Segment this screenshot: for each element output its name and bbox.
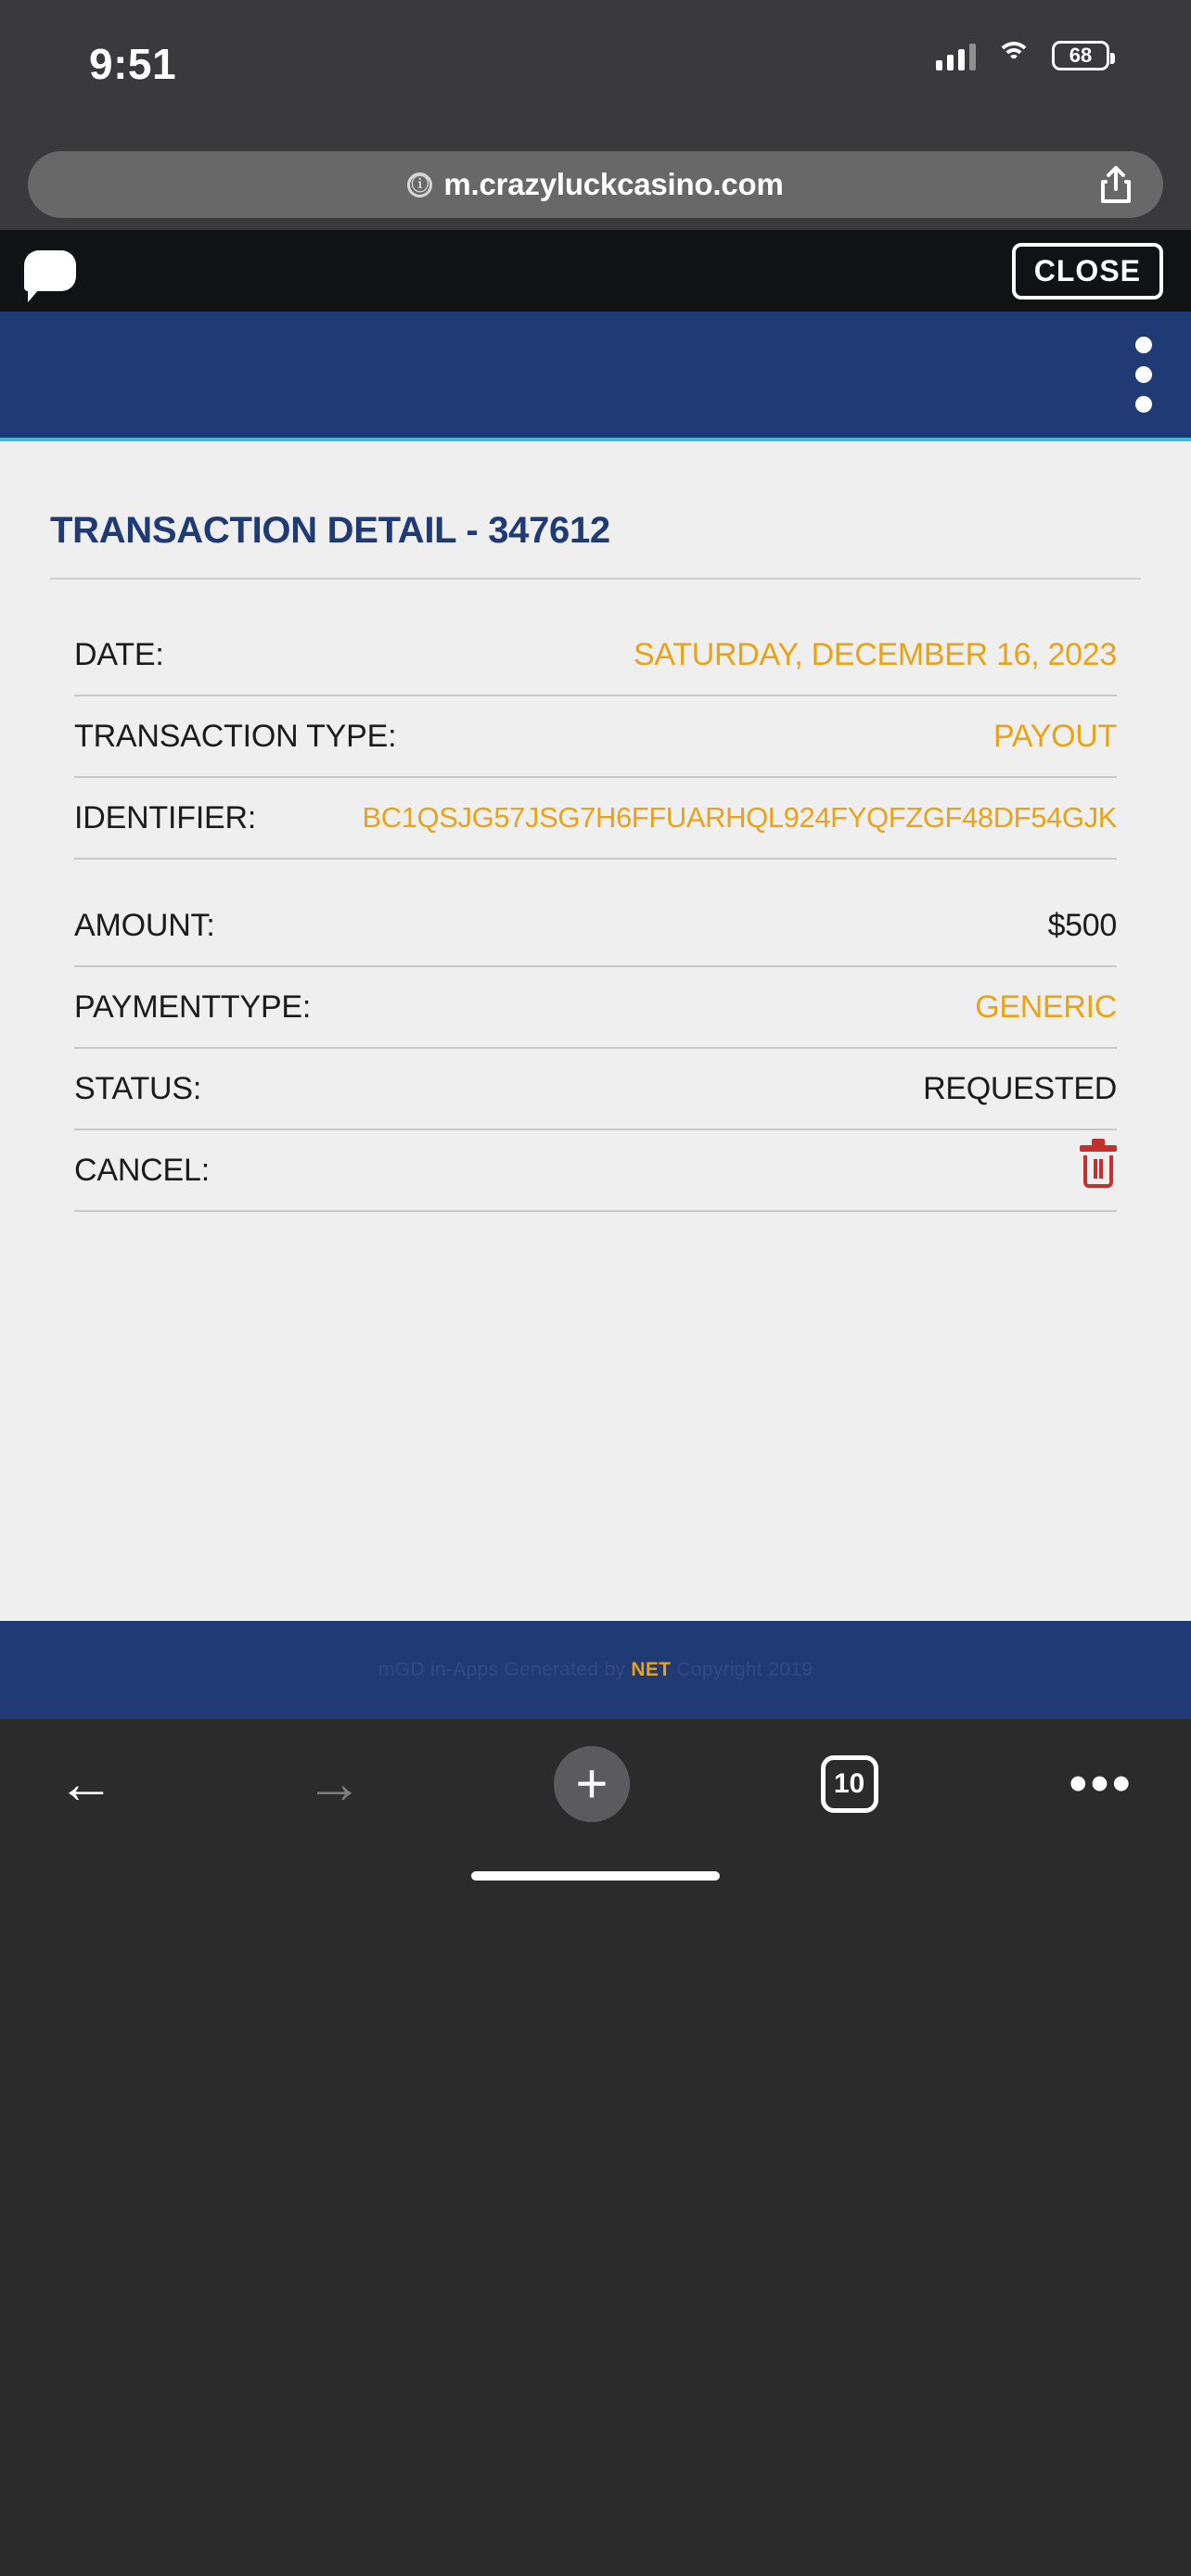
share-icon[interactable] xyxy=(1100,165,1132,204)
chat-bubble-icon[interactable] xyxy=(24,250,76,291)
browser-bottom-toolbar xyxy=(0,1719,1191,1849)
status-bar-clock: 9:51 xyxy=(89,40,177,88)
forward-arrow-icon[interactable]: → xyxy=(305,1752,364,1816)
home-indicator[interactable] xyxy=(471,1871,720,1881)
page-content xyxy=(0,441,1191,1621)
close-button[interactable]: CLOSE xyxy=(1012,243,1163,300)
plus-icon[interactable]: + xyxy=(554,1746,630,1822)
row-value: $500 xyxy=(1047,907,1117,943)
row-label: DATE: xyxy=(74,636,164,672)
footer-copyright xyxy=(378,1659,813,1681)
ios-status-bar xyxy=(0,0,1191,139)
aa-page-settings-icon[interactable]: ⓘ xyxy=(407,172,432,198)
row-label: IDENTIFIER: xyxy=(74,799,257,835)
row-label: CANCEL: xyxy=(74,1152,210,1188)
footer-brand: NET xyxy=(631,1659,672,1680)
site-header xyxy=(0,312,1191,441)
page-title: TRANSACTION DETAIL - 347612 xyxy=(50,441,1141,580)
table-row-amount xyxy=(74,886,1117,967)
row-value: REQUESTED xyxy=(923,1070,1117,1106)
kebab-menu-icon[interactable] xyxy=(1135,337,1152,413)
table-row-transaction-type xyxy=(74,696,1117,778)
status-bar-indicators xyxy=(936,41,1109,70)
table-row-payment-type xyxy=(74,967,1117,1049)
url-text: m.crazyluckcasino.com xyxy=(443,167,784,201)
row-value: BC1QSJG57JSG7H6FFUARHQL924FYQFZGF48DF54GJK xyxy=(362,801,1117,834)
site-footer xyxy=(0,1621,1191,1719)
table-row-cancel xyxy=(74,1130,1117,1212)
table-section-gap xyxy=(74,860,1117,886)
more-ellipsis-icon[interactable]: ••• xyxy=(1069,1753,1133,1815)
row-label: AMOUNT: xyxy=(74,907,215,943)
wifi-icon xyxy=(996,42,1031,70)
table-row-identifier xyxy=(74,778,1117,860)
footer-text-before: mGD in-Apps Generated by xyxy=(378,1659,632,1680)
table-row-status xyxy=(74,1049,1117,1130)
tabs-count-label: 10 xyxy=(833,1768,865,1799)
address-bar[interactable] xyxy=(28,151,1163,218)
cancel-cell[interactable] xyxy=(1080,1145,1117,1196)
battery-icon xyxy=(1052,41,1109,70)
row-value: PAYOUT xyxy=(993,718,1117,754)
trash-icon[interactable] xyxy=(1080,1145,1117,1188)
row-value: GENERIC xyxy=(975,988,1117,1025)
row-label: TRANSACTION TYPE: xyxy=(74,718,397,754)
back-arrow-icon[interactable]: ← xyxy=(58,1752,115,1816)
battery-level-label: 68 xyxy=(1069,44,1093,67)
transaction-detail-table xyxy=(50,615,1141,1212)
home-indicator-area xyxy=(0,1849,1191,1914)
table-row-date xyxy=(74,615,1117,696)
app-top-bar xyxy=(0,230,1191,312)
row-value: SATURDAY, DECEMBER 16, 2023 xyxy=(634,636,1117,672)
cellular-bars-icon xyxy=(936,41,976,70)
browser-url-bar-container xyxy=(0,139,1191,230)
row-label: STATUS: xyxy=(74,1070,202,1106)
footer-text-after: Copyright 2019 xyxy=(671,1659,813,1680)
tabs-button[interactable] xyxy=(821,1755,878,1813)
row-label: PAYMENTTYPE: xyxy=(74,988,312,1025)
